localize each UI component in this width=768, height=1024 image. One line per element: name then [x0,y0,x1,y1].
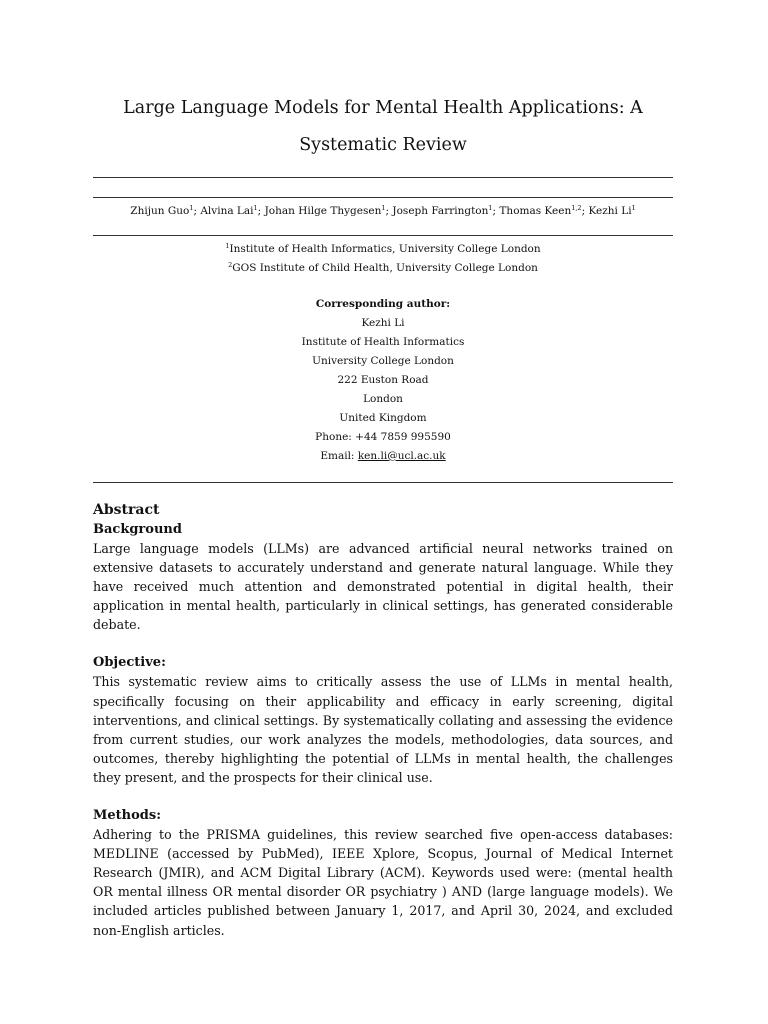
paper-title-line-2: Systematic Review [299,135,467,155]
affiliation-mark: 1 [225,242,230,250]
affiliation-text: GOS Institute of Child Health, University College London [232,262,538,274]
corresponding-author-phone: Phone: +44 7859 995590 [315,431,451,443]
author-list: Zhijun Guo$^1$; Alvina Lai$^1$; Johan Hilge Thygesen$^1$; Joseph Farrington$^1$; Thomas Keen$^{1,2}$; Kezhi Li$^1$ [130,204,636,217]
corresponding-author-email-line [93,447,673,466]
author: Kezhi Li [588,205,632,217]
author: Johan Hilge Thygesen [264,205,382,217]
methods-paragraph: Adhering to the PRISMA guidelines, this review searched five open-access databases: MEDLINE (accessed by PubMed), IEEE Xplore, Scopus, Journal of Medical Internet Research (JMIR), and ACM Digital Library (ACM). Keywords used were: (mental health OR mental illness OR mental disorder OR psychiatry ) AND (large language models). We included articles published between January 1, 2017, and April 30, 2024, and excluded non-English articles. [93,827,673,938]
affiliation-mark: 2 [228,261,233,269]
corresponding-author-street: 222 Euston Road [337,374,429,386]
paper-title-line-1: Large Language Models for Mental Health Applications: A [123,98,643,118]
objective-heading: Objective: [93,655,166,671]
paragraph-gap [93,787,673,806]
email-label: Email: [320,450,358,462]
author-affiliation-mark: 1 [381,204,386,212]
author-affiliation-mark: 1,2 [571,204,582,212]
author-affiliation-mark: 1 [253,204,258,212]
affiliation-1 [93,240,673,258]
affiliation-text: Institute of Health Informatics, University College London [229,243,541,255]
author: Alvina Lai [200,205,254,217]
objective-paragraph: This systematic review aims to critically assess the use of LLMs in mental health, specifically focusing on their applicability and efficacy in early screening, digital interventions, and clinical settings. By systematically collating and assessing the evidence from current studies, our work analyzes the models, methodologies, data sources, and outcomes, thereby highlighting the potential of LLMs in mental health, the challenges they present, and the prospects for their clinical use. [93,674,673,785]
background-paragraph: Large language models (LLMs) are advanced artificial neural networks trained on extensive datasets to accurately understand and generate natural language. While they have received much attention and demonstrated potential in digital health, their application in mental health, particularly in clinical settings, has generated considerable debate. [93,541,673,633]
background-heading: Background [93,522,182,537]
corresponding-author-university: University College London [312,355,454,367]
author-affiliation-mark: 1 [189,204,194,212]
author: Thomas Keen [499,205,572,217]
abstract-heading: Abstract [93,502,160,518]
authors-top-divider [93,197,673,198]
corresponding-author-heading: Corresponding author: [315,298,451,310]
corresponding-author-institute: Institute of Health Informatics [301,336,465,348]
author-affiliation-mark: 1 [488,204,493,212]
author: Joseph Farrington [392,205,489,217]
header-bottom-divider [93,482,673,483]
title-divider [93,177,673,178]
abstract-section [93,500,673,940]
paragraph-gap [93,634,673,653]
corresponding-author-name: Kezhi Li [361,317,405,329]
corresponding-author-city: London [363,393,403,405]
author-affiliation-mark: 1 [631,204,636,212]
authors-bottom-divider [93,235,673,236]
affiliation-2 [93,259,673,277]
author: Zhijun Guo [130,205,190,217]
email-link[interactable]: ken.li@ucl.ac.uk [357,450,446,462]
methods-heading: Methods: [93,808,161,824]
corresponding-author-block [93,295,673,466]
corresponding-author-country: United Kingdom [339,412,427,424]
